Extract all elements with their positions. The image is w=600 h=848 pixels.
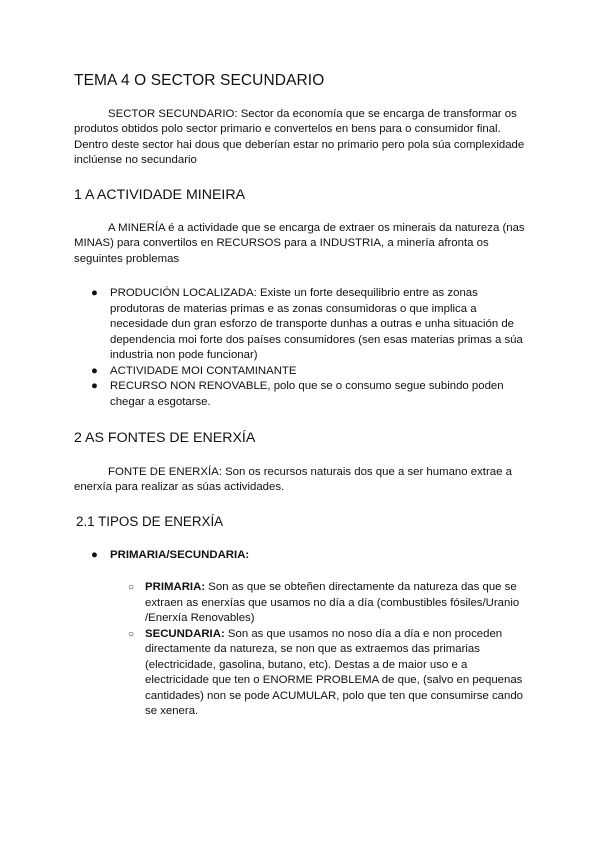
subsection-2-1-heading: 2.1 TIPOS DE ENERXÍA — [76, 514, 224, 529]
section-2-paragraph: FONTE DE ENERXÍA: Son os recursos naturais dos que a ser humano extrae a enerxía para realizar as súas actividades. — [74, 466, 512, 494]
bullet-icon: ● — [91, 380, 98, 392]
term-description: Son as que se obteñen directamente da natureza das que se extraen as enerxías que usamos no día a día (combustibles fósiles/Uranio /Enerxía Renovables) — [145, 581, 520, 624]
circle-bullet-icon: ○ — [128, 628, 135, 640]
intro-paragraph: SECTOR SECUNDARIO: Sector da economía que se encarga de transformar os produtos obtidos polo sector primario e convertelos en bens para o consumidor final. Dentro deste sector hai dous que deberían estar no primario pero pola súa complexidade inclúense no secundario — [74, 108, 525, 167]
list-item — [74, 548, 530, 564]
term-label: SECUNDARIA: — [145, 627, 225, 640]
list-item-text: RECURSO NON RENOVABLE, polo que se o consumo segue subindo poden chegar a esgotarse. — [110, 380, 504, 408]
bullet-icon: ● — [91, 364, 98, 377]
term-description: Son as que usamos no noso día a día e non proceden directamente da natureza, se non que as extraemos das primarias (electricidade, gasolina, butano, etc). Destas a de maior uso e a electricidade que ten o ENORME PROBLEMA de que, (salvo en pequenas cantidades) non se pode ACUMULAR, polo que ten que consumirse cando se xenera. — [145, 627, 524, 717]
circle-bullet-icon: ○ — [128, 582, 135, 593]
section-2-heading: 2 AS FONTES DE ENERXÍA — [74, 430, 256, 446]
list-item — [74, 364, 530, 380]
list-item-text: PRODUCIÓN LOCALIZADA: Existe un forte desequilibrio entre as zonas produtoras de materias primas e as zonas consumidoras o que implica a necesidade dun gran esforzo de transporte dunhas a outras e unha situación de dependencia moi forte dos países consumidores (sen esas materias primas a súa industria non pode funcionar) — [110, 287, 523, 361]
bullet-icon: ● — [91, 287, 98, 299]
list-item-text: ACTIVIDADE MOI CONTAMINANTE — [110, 364, 297, 377]
sublist-item-primaria — [74, 580, 530, 627]
subsection-bullet-list — [74, 548, 530, 564]
document-title: TEMA 4 O SECTOR SECUNDARIO — [74, 72, 325, 89]
bullet-icon: ● — [91, 549, 98, 561]
list-item-text: PRIMARIA/SECUNDARIA: — [110, 549, 250, 561]
section-1-heading: 1 A ACTIVIDADE MINEIRA — [74, 187, 246, 203]
sublist-item-secundaria — [74, 627, 530, 720]
energy-types-sublist — [74, 580, 530, 720]
list-item — [74, 379, 530, 410]
list-item — [74, 286, 530, 364]
term-label: PRIMARIA: — [145, 581, 206, 593]
section-1-paragraph: A MINERÍA é a actividade que se encarga de extraer os minerais da natureza (nas MINAS) para convertilos en RECURSOS para a INDUSTRIA, a minería afronta os seguintes problemas — [74, 222, 525, 265]
section-1-bullet-list — [74, 286, 530, 410]
